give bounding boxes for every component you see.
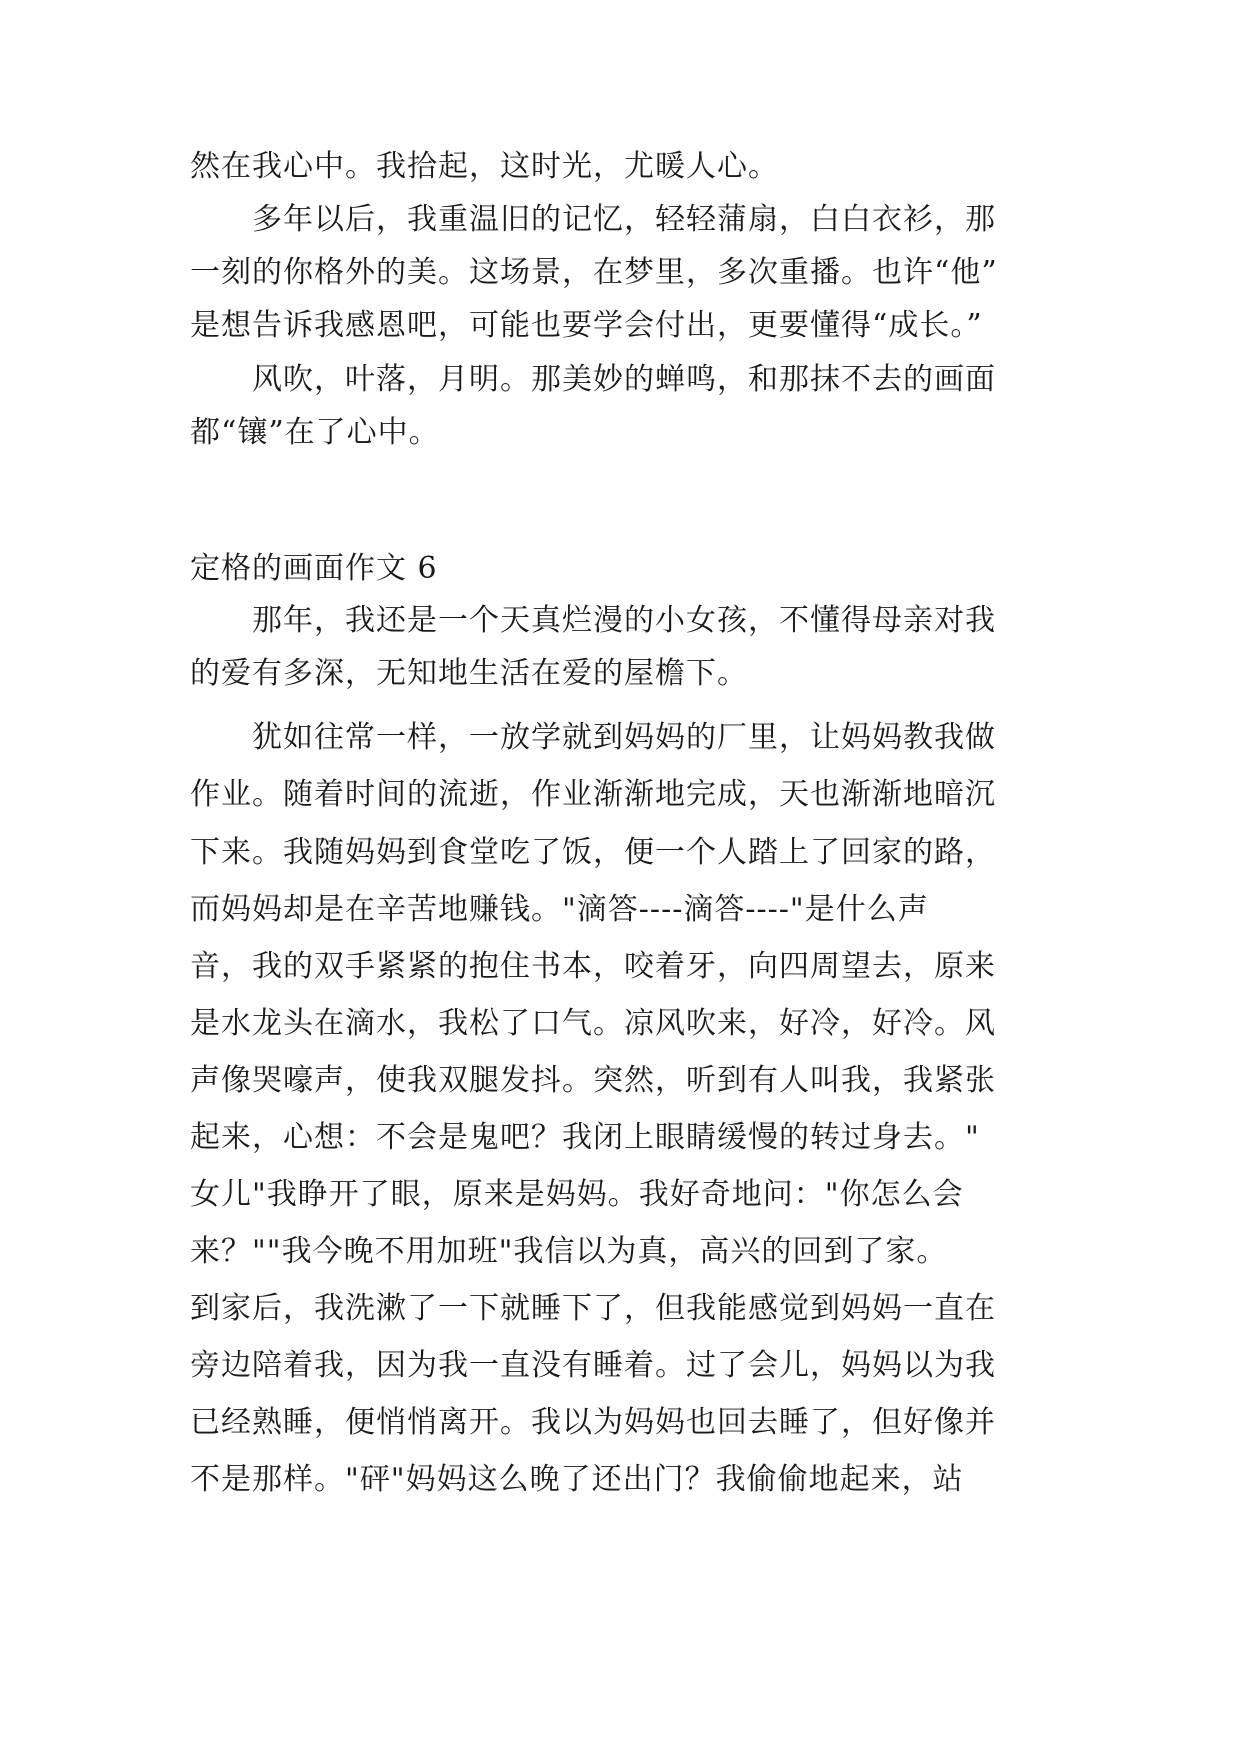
text-line: 来？""我今晚不用加班"我信以为真，高兴的回到了家。 [190, 1234, 948, 1269]
text-line: 下来。我随妈妈到食堂吃了饭，便一个人踏上了回家的路， [190, 835, 996, 870]
paragraph-start-line: 多年以后，我重温旧的记忆，轻轻蒲扇，白白衣衫，那 [252, 202, 996, 237]
text-line: 不是那样。"砰"妈妈这么晚了还出门？我偷偷地起来，站 [190, 1462, 964, 1497]
text-line: 的爱有多深，无知地生活在爱的屋檐下。 [190, 656, 748, 691]
text-line: 声像哭嚎声，使我双腿发抖。突然，听到有人叫我，我紧张 [190, 1063, 996, 1098]
text-line: 已经熟睡，便悄悄离开。我以为妈妈也回去睡了，但好像并 [190, 1405, 996, 1440]
text-line: 一刻的你格外的美。这场景，在梦里，多次重播。也许“他” [190, 255, 998, 290]
paragraph-start-line: 风吹，叶落，月明。那美妙的蝉鸣，和那抹不去的画面 [252, 362, 996, 397]
paragraph-start-line: 犹如往常一样，一放学就到妈妈的厂里，让妈妈教我做 [252, 720, 996, 755]
text-line: 到家后，我洗漱了一下就睡下了，但我能感觉到妈妈一直在 [190, 1291, 996, 1326]
text-line: 音，我的双手紧紧的抱住书本，咬着牙，向四周望去，原来 [190, 949, 996, 984]
text-line: 旁边陪着我，因为我一直没有睡着。过了会儿，妈妈以为我 [190, 1348, 996, 1383]
text-line: 都“镶”在了心中。 [190, 415, 440, 450]
text-line: 女儿"我睁开了眼，原来是妈妈。我好奇地问："你怎么会 [190, 1177, 964, 1212]
text-line: 起来，心想：不会是鬼吧？我闭上眼睛缓慢的转过身去。" [190, 1120, 980, 1155]
text-line: 是想告诉我感恩吧，可能也要学会付出，更要懂得“成长。” [190, 308, 983, 343]
section-heading: 定格的画面作文 6 [190, 551, 438, 586]
text-line: 而妈妈却是在辛苦地赚钱。"滴答----滴答----"是什么声 [190, 892, 929, 927]
text-line: 是水龙头在滴水，我松了口气。凉风吹来，好冷，好冷。风 [190, 1006, 996, 1041]
text-line: 作业。随着时间的流逝，作业渐渐地完成，天也渐渐地暗沉 [190, 777, 996, 812]
paragraph-start-line: 那年，我还是一个天真烂漫的小女孩，不懂得母亲对我 [252, 603, 996, 638]
text-line: 然在我心中。我拾起，这时光，尤暖人心。 [190, 149, 779, 184]
